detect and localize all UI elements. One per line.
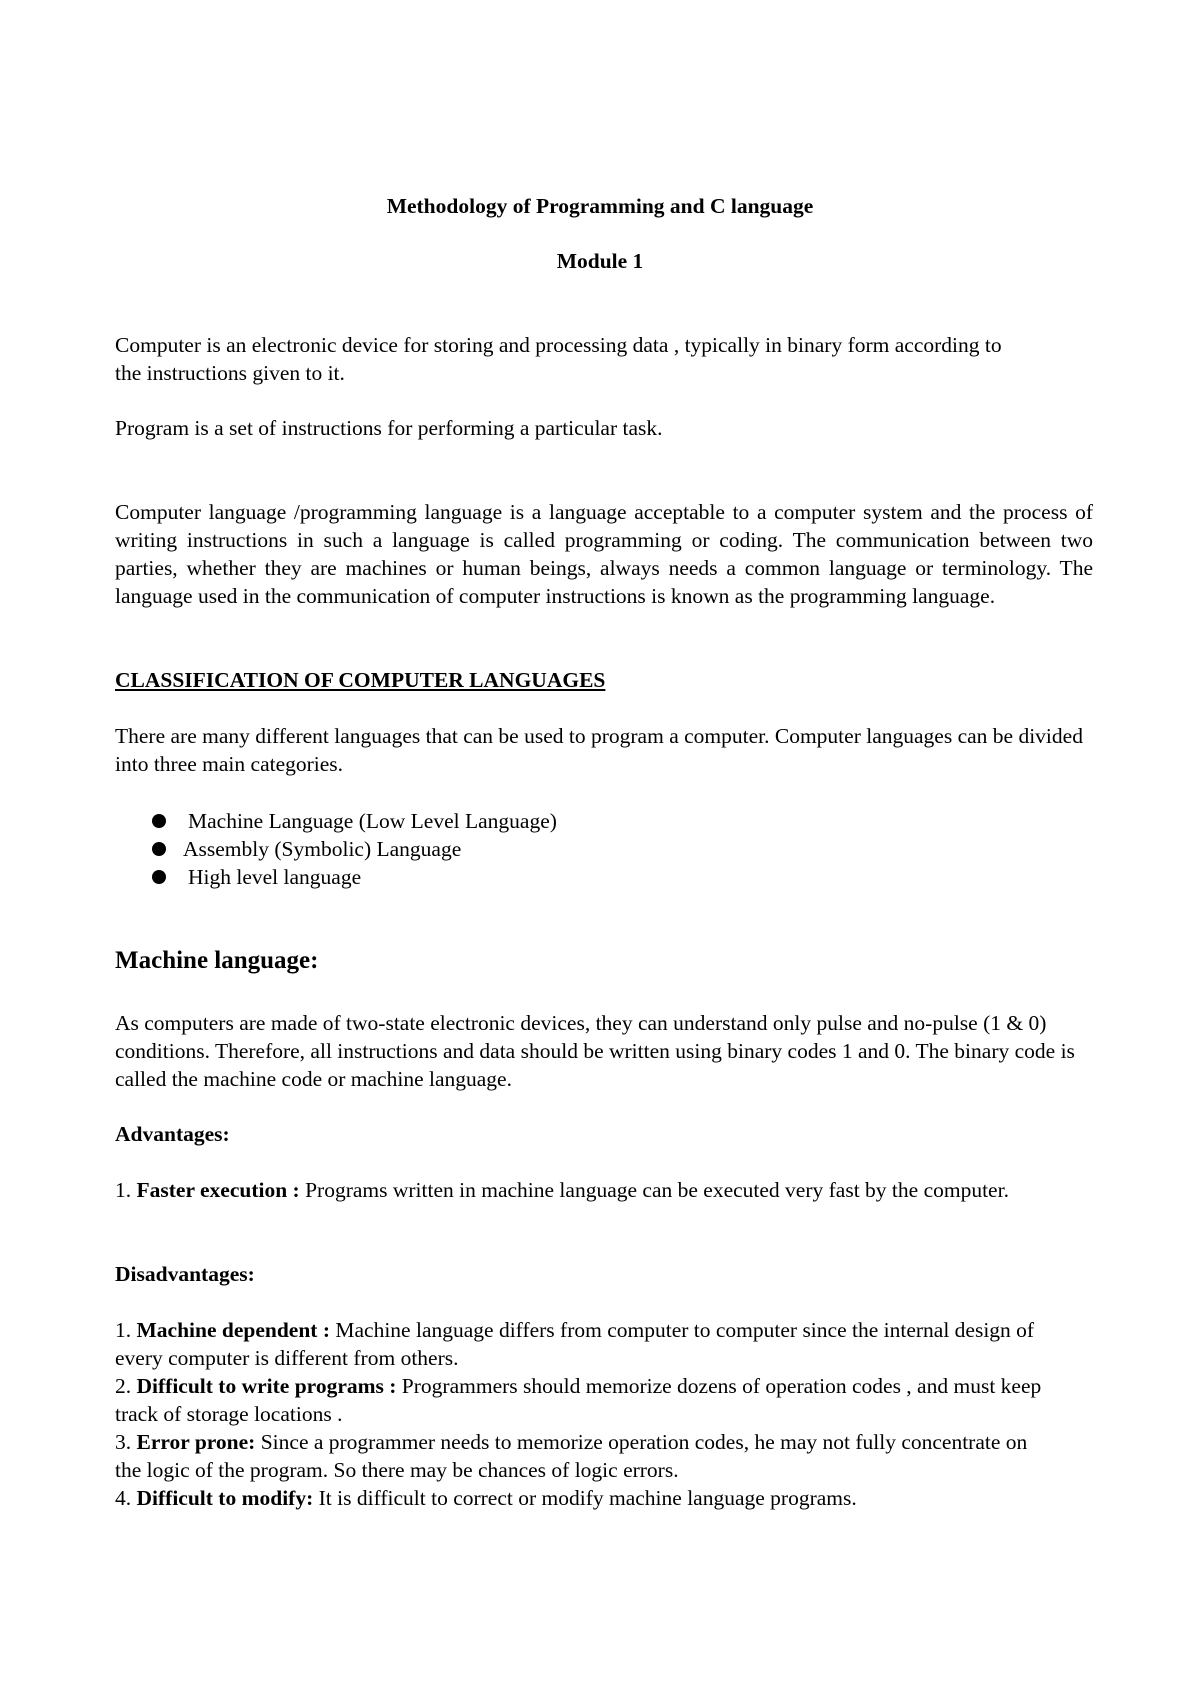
program-definition: Program is a set of instructions for performing a particular task.: [115, 416, 663, 440]
disadvantage-item: 4. Difficult to modify: It is difficult to correct or modify machine language programs.: [115, 1486, 857, 1510]
disadvantage-item: 2. Difficult to write programs : Programmers should memorize dozens of operation codes , and must keep track of storage locations .: [115, 1374, 1042, 1426]
list-item: [152, 807, 557, 835]
bullet-icon: [152, 842, 166, 856]
classification-heading: CLASSIFICATION OF COMPUTER LANGUAGES: [115, 668, 606, 692]
list-item: [152, 835, 461, 863]
category-label: Machine Language (Low Level Language): [188, 809, 557, 833]
list-item: [152, 863, 361, 891]
advantages-heading: Advantages:: [115, 1122, 230, 1146]
bullet-icon: [152, 870, 166, 884]
advantage-item: 1. Faster execution : Programs written in machine language can be executed very fast by the computer.: [115, 1178, 1009, 1202]
computer-definition: Computer is an electronic device for storing and processing data , typically in binary form according to the instructions given to it.: [115, 333, 1002, 385]
machine-language-heading: Machine language:: [115, 947, 319, 974]
classification-intro: There are many different languages that can be used to program a computer. Computer languages can be divided into three main categories.: [115, 724, 1083, 776]
disadvantage-item: 3. Error prone: Since a programmer needs to memorize operation codes, he may not fully concentrate on the logic of the program. So there may be chances of logic errors.: [115, 1430, 1028, 1482]
disadvantages-heading: Disadvantages:: [115, 1262, 255, 1286]
disadvantage-item: 1. Machine dependent : Machine language differs from computer to computer since the internal design of every computer is different from others.: [115, 1318, 1035, 1370]
machine-language-description: As computers are made of two-state electronic devices, they can understand only pulse and no-pulse (1 & 0) conditions. Therefore, all instructions and data should be written using binary codes 1 and 0. The binary code is called the machine code or machine language.: [115, 1011, 1075, 1091]
category-label: High level language: [188, 865, 362, 889]
category-label: Assembly (Symbolic) Language: [183, 837, 462, 861]
module-label: Module 1: [556, 249, 644, 273]
language-definition: Computer language /programming language is a language acceptable to a computer system and the process of writing instructions in such a language is called programming or coding. The communication between two parties, whether they are machines or human beings, always needs a common language or terminology. The language used in the communication of computer instructions is known as the programming language.: [115, 500, 1093, 608]
document-title: Methodology of Programming and C language: [386, 194, 814, 218]
bullet-icon: [152, 814, 166, 828]
